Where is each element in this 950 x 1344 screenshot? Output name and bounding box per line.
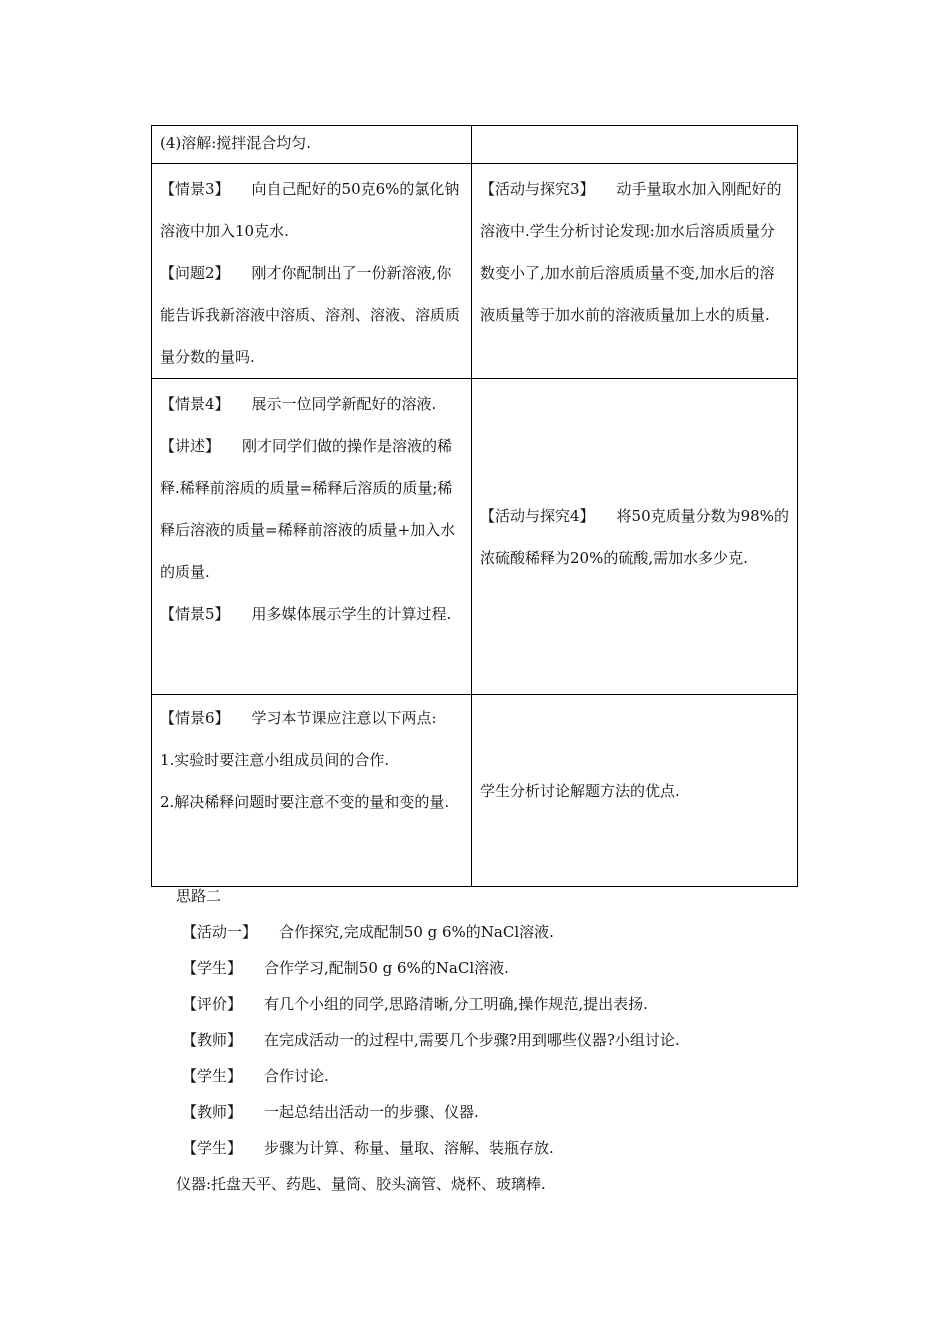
paragraph — [160, 593, 463, 635]
paragraph-text: 学习本节课应注意以下两点: — [251, 709, 437, 727]
paragraph — [160, 697, 463, 739]
paragraph-text: 展示一位同学新配好的溶液. — [251, 395, 437, 413]
dialogue-line — [160, 986, 800, 1022]
cell-text: (4)溶解:搅拌混合均匀. — [160, 134, 312, 152]
tag-label: 【情景3】 — [160, 180, 230, 198]
line-text: 仪器:托盘天平、药匙、量筒、胶头滴管、烧杯、玻璃棒. — [176, 1175, 546, 1193]
paragraph — [160, 252, 463, 378]
line-text: 一起总结出活动一的步骤、仪器. — [264, 1103, 479, 1121]
paragraph-text: 2.解决稀释问题时要注意不变的量和变的量. — [160, 793, 450, 811]
paragraph — [160, 739, 463, 781]
dialogue-line — [160, 950, 800, 986]
paragraph — [480, 770, 789, 812]
tag-label: 【讲述】 — [160, 437, 221, 455]
dialogue-line — [160, 914, 800, 950]
paragraph-text: 刚才同学们做的操作是溶液的稀释.稀释前溶质的质量=稀释后溶质的质量;稀释后溶液的质量=稀释前溶液的质量+加入水的质量. — [160, 437, 456, 581]
table-row — [152, 126, 798, 164]
table-cell — [472, 695, 798, 887]
paragraph — [160, 781, 463, 823]
table-cell — [152, 126, 472, 164]
table-cell — [472, 164, 798, 379]
tag-label: 【情景4】 — [160, 395, 230, 413]
paragraph-text: 向自己配好的50克6%的氯化钠溶液中加入10克水. — [160, 180, 460, 240]
table-row — [152, 695, 798, 887]
paragraph-text: 学生分析讨论解题方法的优点. — [480, 781, 680, 800]
paragraph — [160, 425, 463, 593]
line-text: 在完成活动一的过程中,需要几个步骤?用到哪些仪器?小组讨论. — [264, 1031, 680, 1049]
table-cell — [152, 379, 472, 695]
tag-label: 【学生】 — [182, 1067, 243, 1085]
paragraph — [480, 168, 789, 336]
paragraph — [160, 168, 463, 252]
tag-label: 【情景5】 — [160, 605, 230, 623]
dialogue-line — [160, 1058, 800, 1094]
line-text: 有几个小组的同学,思路清晰,分工明确,操作规范,提出表扬. — [264, 995, 648, 1013]
table-cell — [472, 379, 798, 695]
table-row — [152, 164, 798, 379]
table-cell — [152, 695, 472, 887]
dialogue-line — [160, 1022, 800, 1058]
tag-label: 【学生】 — [182, 959, 243, 977]
tag-label: 【活动与探究3】 — [480, 180, 595, 198]
tag-label: 【教师】 — [182, 1031, 243, 1049]
tag-label: 【活动一】 — [182, 923, 258, 941]
idea-two-section — [160, 878, 800, 1202]
dialogue-line — [160, 1130, 800, 1166]
instrument-line — [176, 1166, 800, 1202]
table-row — [152, 379, 798, 695]
tag-label: 【学生】 — [182, 1139, 243, 1157]
tag-label: 【教师】 — [182, 1103, 243, 1121]
paragraph-text: 刚才你配制出了一份新溶液,你能告诉我新溶液中溶质、溶剂、溶液、溶质质量分数的量吗. — [160, 264, 461, 366]
section-heading: 思路二 — [176, 887, 222, 905]
tag-label: 【问题2】 — [160, 264, 230, 282]
paragraph-text: 1.实验时要注意小组成员间的合作. — [160, 751, 390, 769]
tag-label: 【活动与探究4】 — [480, 506, 595, 525]
lesson-table — [151, 125, 798, 887]
table-cell — [472, 126, 798, 164]
paragraph-text: 将50克质量分数为98%的浓硫酸稀释为20%的硫酸,需加水多少克. — [480, 506, 789, 567]
table-cell — [152, 164, 472, 379]
line-text: 合作探究,完成配制50 g 6%的NaCl溶液. — [279, 923, 554, 941]
line-text: 步骤为计算、称量、量取、溶解、装瓶存放. — [264, 1139, 554, 1157]
line-text: 合作学习,配制50 g 6%的NaCl溶液. — [264, 959, 509, 977]
tag-label: 【情景6】 — [160, 709, 230, 727]
line-text: 合作讨论. — [264, 1067, 329, 1085]
paragraph-text: 动手量取水加入刚配好的溶液中.学生分析讨论发现:加水后溶质质量分数变小了,加水前后溶质质量不变,加水后的溶液质量等于加水前的溶液质量加上水的质量. — [480, 180, 782, 324]
paragraph — [160, 383, 463, 425]
paragraph — [480, 495, 789, 579]
tag-label: 【评价】 — [182, 995, 243, 1013]
dialogue-line — [160, 1094, 800, 1130]
paragraph-text: 用多媒体展示学生的计算过程. — [251, 605, 452, 623]
